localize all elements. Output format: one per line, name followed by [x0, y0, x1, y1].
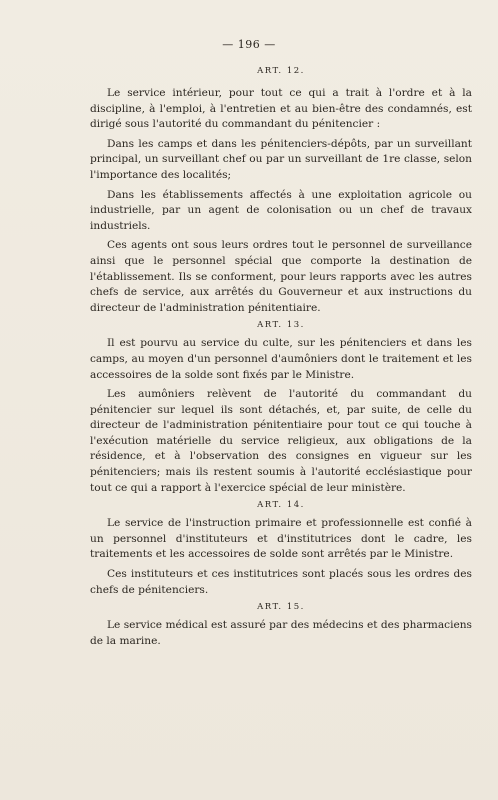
- article-15: [90, 602, 472, 649]
- paragraph: Ces agents ont sous leurs ordres tout le personnel de surveillance ainsi que le personnel spécial que comporte la destination de l'établissement. Ils se conforment, pour leurs rapports avec les autres chefs de service, aux arrêtés du Gouverneur et aux instructions du directeur de l'administration pénitentiaire.: [90, 239, 472, 314]
- article-12: [90, 66, 472, 316]
- paragraph: Les aumôniers relèvent de l'autorité du commandant du pénitencier sur lequel ils sont détachés, et, par suite, de celle du directeur de l'administration pénitentiaire pour tout ce qui touche à l'exécution matérielle du service religieux, aux obligations de la résidence, et à l'observation des consignes en vigueur sur les pénitenciers; mais ils restent soumis à l'autorité ecclésiastique pour tout ce qui a rapport à l'exercice spécial de leur ministère.: [90, 388, 472, 494]
- paragraph: Le service de l'instruction primaire et professionnelle est confié à un personnel d'instituteurs et d'institutrices dont le cadre, les traitements et les accessoires de solde sont arrêtés par le Ministre.: [90, 517, 472, 561]
- page-text: [90, 66, 472, 653]
- article-13: [90, 320, 472, 496]
- page-number: — 196 —: [222, 38, 276, 51]
- paragraph: Ces instituteurs et ces institutrices sont placés sous les ordres des chefs de pénitenciers.: [90, 568, 472, 596]
- paragraph: Le service intérieur, pour tout ce qui a trait à l'ordre et à la discipline, à l'emploi, à l'entretien et au bien-être des condamnés, est dirigé sous l'autorité du commandant du pénitencier :: [90, 87, 472, 131]
- article-heading: ART. 13.: [257, 320, 305, 331]
- paragraph: Dans les camps et dans les pénitenciers-dépôts, par un surveillant principal, un surveillant chef ou par un surveillant de 1re classe, selon l'importance des localités;: [90, 137, 472, 181]
- paragraph: Il est pourvu au service du culte, sur les pénitenciers et dans les camps, au moyen d'un personnel d'aumôniers dont le traitement et les accessoires de la solde sont fixés par le Ministre.: [90, 337, 472, 381]
- article-14: [90, 500, 472, 598]
- paragraph: Dans les établissements affectés à une exploitation agricole ou industrielle, par un agent de colonisation ou un chef de travaux industriels.: [90, 188, 472, 232]
- article-heading: ART. 14.: [257, 500, 305, 511]
- article-heading: ART. 15.: [257, 602, 305, 613]
- paragraph: Le service médical est assuré par des médecins et des pharmaciens de la marine.: [90, 619, 472, 647]
- article-heading: ART. 12.: [257, 66, 305, 76]
